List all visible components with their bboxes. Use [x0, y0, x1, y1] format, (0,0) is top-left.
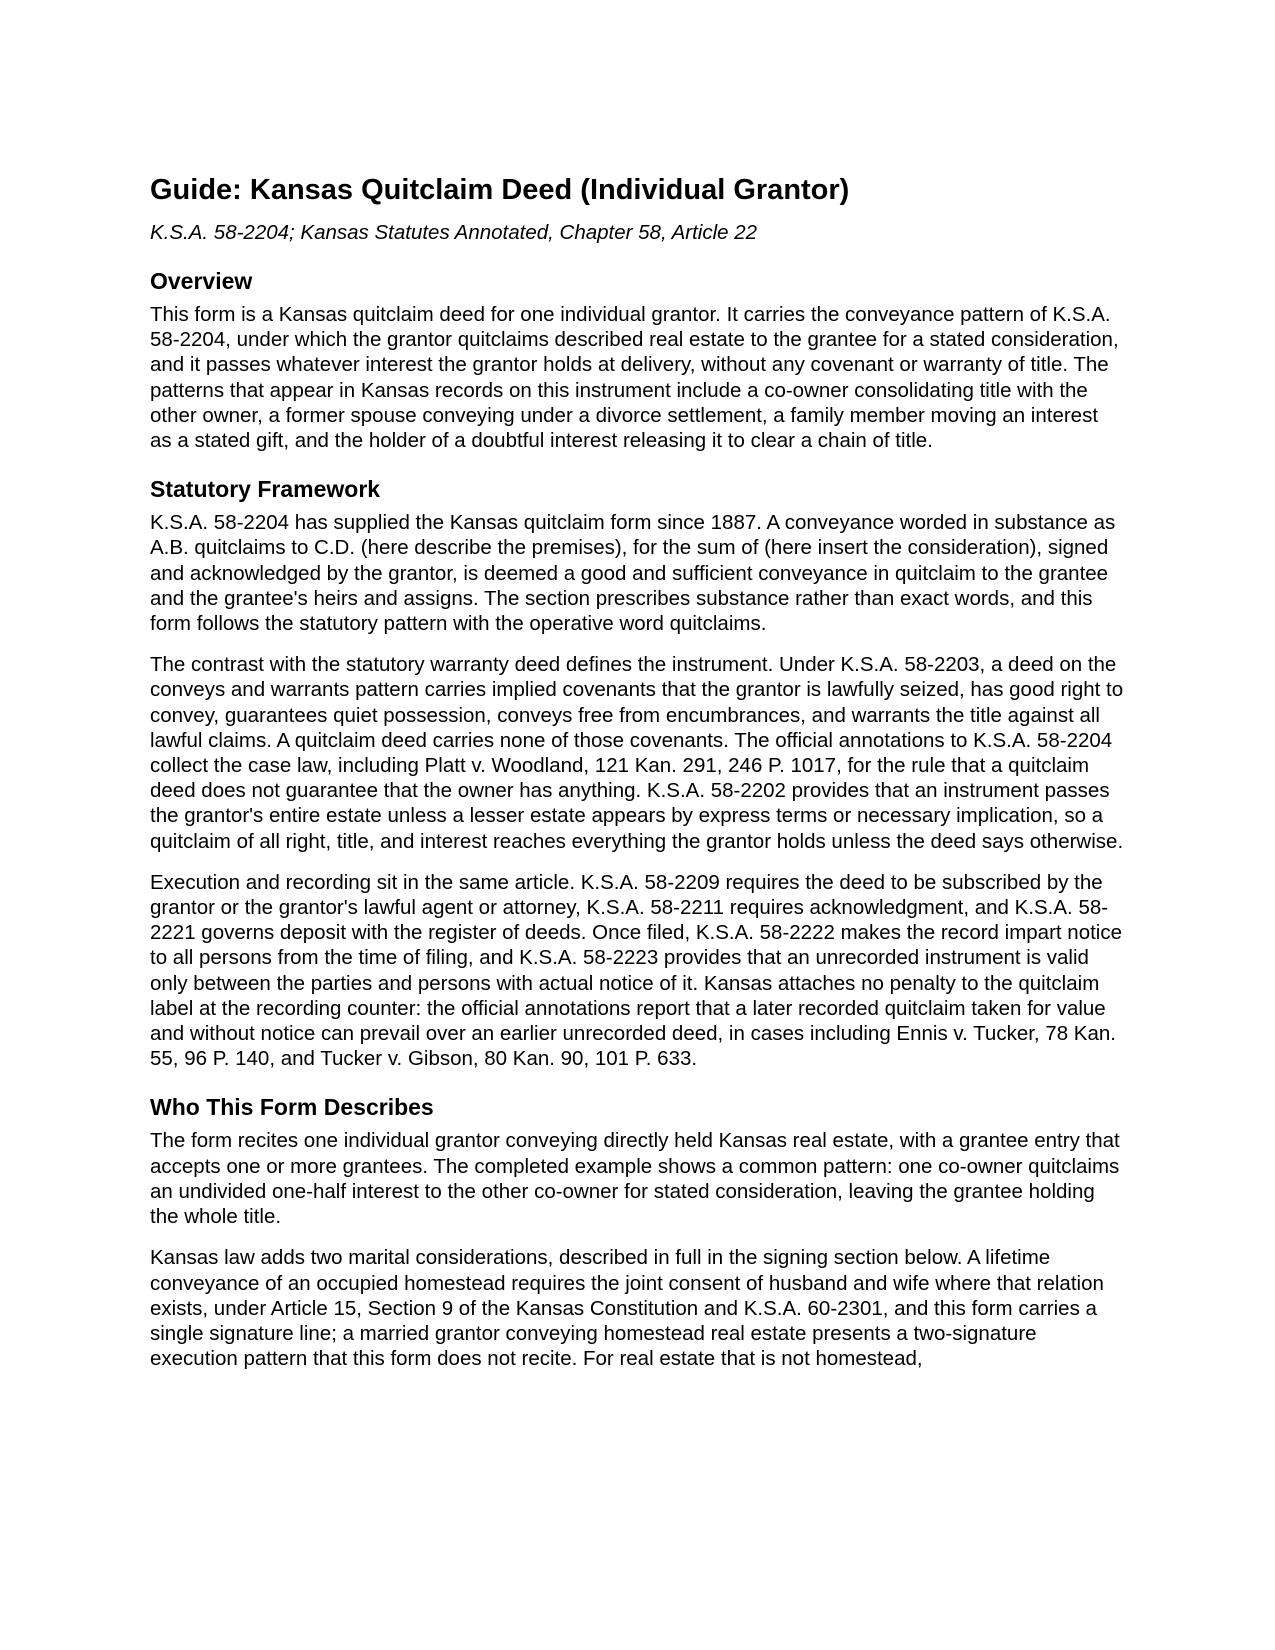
paragraph: The contrast with the statutory warranty deed defines the instrument. Under K.S.A. 58-2203, a deed on the conveys and warrants pattern carries implied covenants that the grantor is lawfully seized, has good right to convey, guarantees quiet possession, conveys free from encumbrances, and warrants the title against all lawful claims. A quitclaim deed carries none of those covenants. The official annotations to K.S.A. 58-2204 collect the case law, including Platt v. Woodland, 121 Kan. 291, 246 P. 1017, for the rule that a quitclaim deed does not guarantee that the owner has anything. K.S.A. 58-2202 provides that an instrument passes the grantor's entire estate unless a lesser estate appears by express terms or necessary implication, so a quitclaim of all right, title, and interest reaches everything the grantor holds unless the deed says otherwise. [150, 653, 1124, 853]
section-who-this-form-describes [150, 1093, 1125, 1371]
document-title: Guide: Kansas Quitclaim Deed (Individual Grantor) [150, 174, 850, 206]
paragraph: The form recites one individual grantor conveying directly held Kansas real estate, with a grantee entry that accepts one or more grantees. The completed example shows a common pattern: one co-owner quitclaims an undivided one-half interest to the other co-owner for stated consideration, leaving the grantee holding the whole title. [150, 1129, 1120, 1229]
paragraph: Execution and recording sit in the same article. K.S.A. 58-2209 requires the deed to be subscribed by the grantor or the grantor's lawful agent or attorney, K.S.A. 58-2211 requires acknowledgment, and K.S.A. 58-2221 governs deposit with the register of deeds. Once filed, K.S.A. 58-2222 makes the record impart notice to all persons from the time of filing, and K.S.A. 58-2223 provides that an unrecorded instrument is valid only between the parties and persons with actual notice of it. Kansas attaches no penalty to the quitclaim label at the recording counter: the official annotations report that a later recorded quitclaim taken for value and without notice can prevail over an earlier unrecorded deed, in cases including Ennis v. Tucker, 78 Kan. 55, 96 P. 140, and Tucker v. Gibson, 80 Kan. 90, 101 P. 633. [150, 870, 1123, 1071]
paragraph: This form is a Kansas quitclaim deed for one individual grantor. It carries the conveyance pattern of K.S.A. 58-2204, under which the grantor quitclaims described real estate to the grantee for a stated consideration, and it passes whatever interest the grantor holds at delivery, without any covenant or warranty of title. The patterns that appear in Kansas records on this instrument include a co-owner consolidating title with the other owner, a former spouse conveying under a divorce settlement, a family member moving an interest as a stated gift, and the holder of a doubtful interest releasing it to clear a chain of title. [150, 303, 1119, 453]
section-heading: Who This Form Describes [150, 1094, 434, 1121]
section-heading: Overview [150, 268, 253, 294]
paragraph: K.S.A. 58-2204 has supplied the Kansas quitclaim form since 1887. A conveyance worded in substance as A.B. quitclaims to C.D. (here describe the premises), for the sum of (here insert the consideration), signed and acknowledged by the grantor, is deemed a good and sufficient conveyance in quitclaim to the grantee and the grantee's heirs and assigns. The section prescribes substance rather than exact words, and this form follows the statutory pattern with the operative word quitclaims. [150, 511, 1116, 636]
section-overview [150, 267, 1125, 453]
paragraph: Kansas law adds two marital considerations, described in full in the signing section below. A lifetime conveyance of an occupied homestead requires the joint consent of husband and wife where that relation exists, under Article 15, Section 9 of the Kansas Constitution and K.S.A. 60-2301, and this form carries a single signature line; a married grantor conveying homestead real estate presents a two-signature execution pattern that this form does not recite. For real estate that is not homestead, [150, 1246, 1104, 1371]
document-page [150, 172, 1125, 1371]
section-heading: Statutory Framework [150, 476, 381, 503]
section-statutory-framework [150, 475, 1125, 1071]
statute-citation: K.S.A. 58-2204; Kansas Statutes Annotated, Chapter 58, Article 22 [150, 221, 758, 244]
